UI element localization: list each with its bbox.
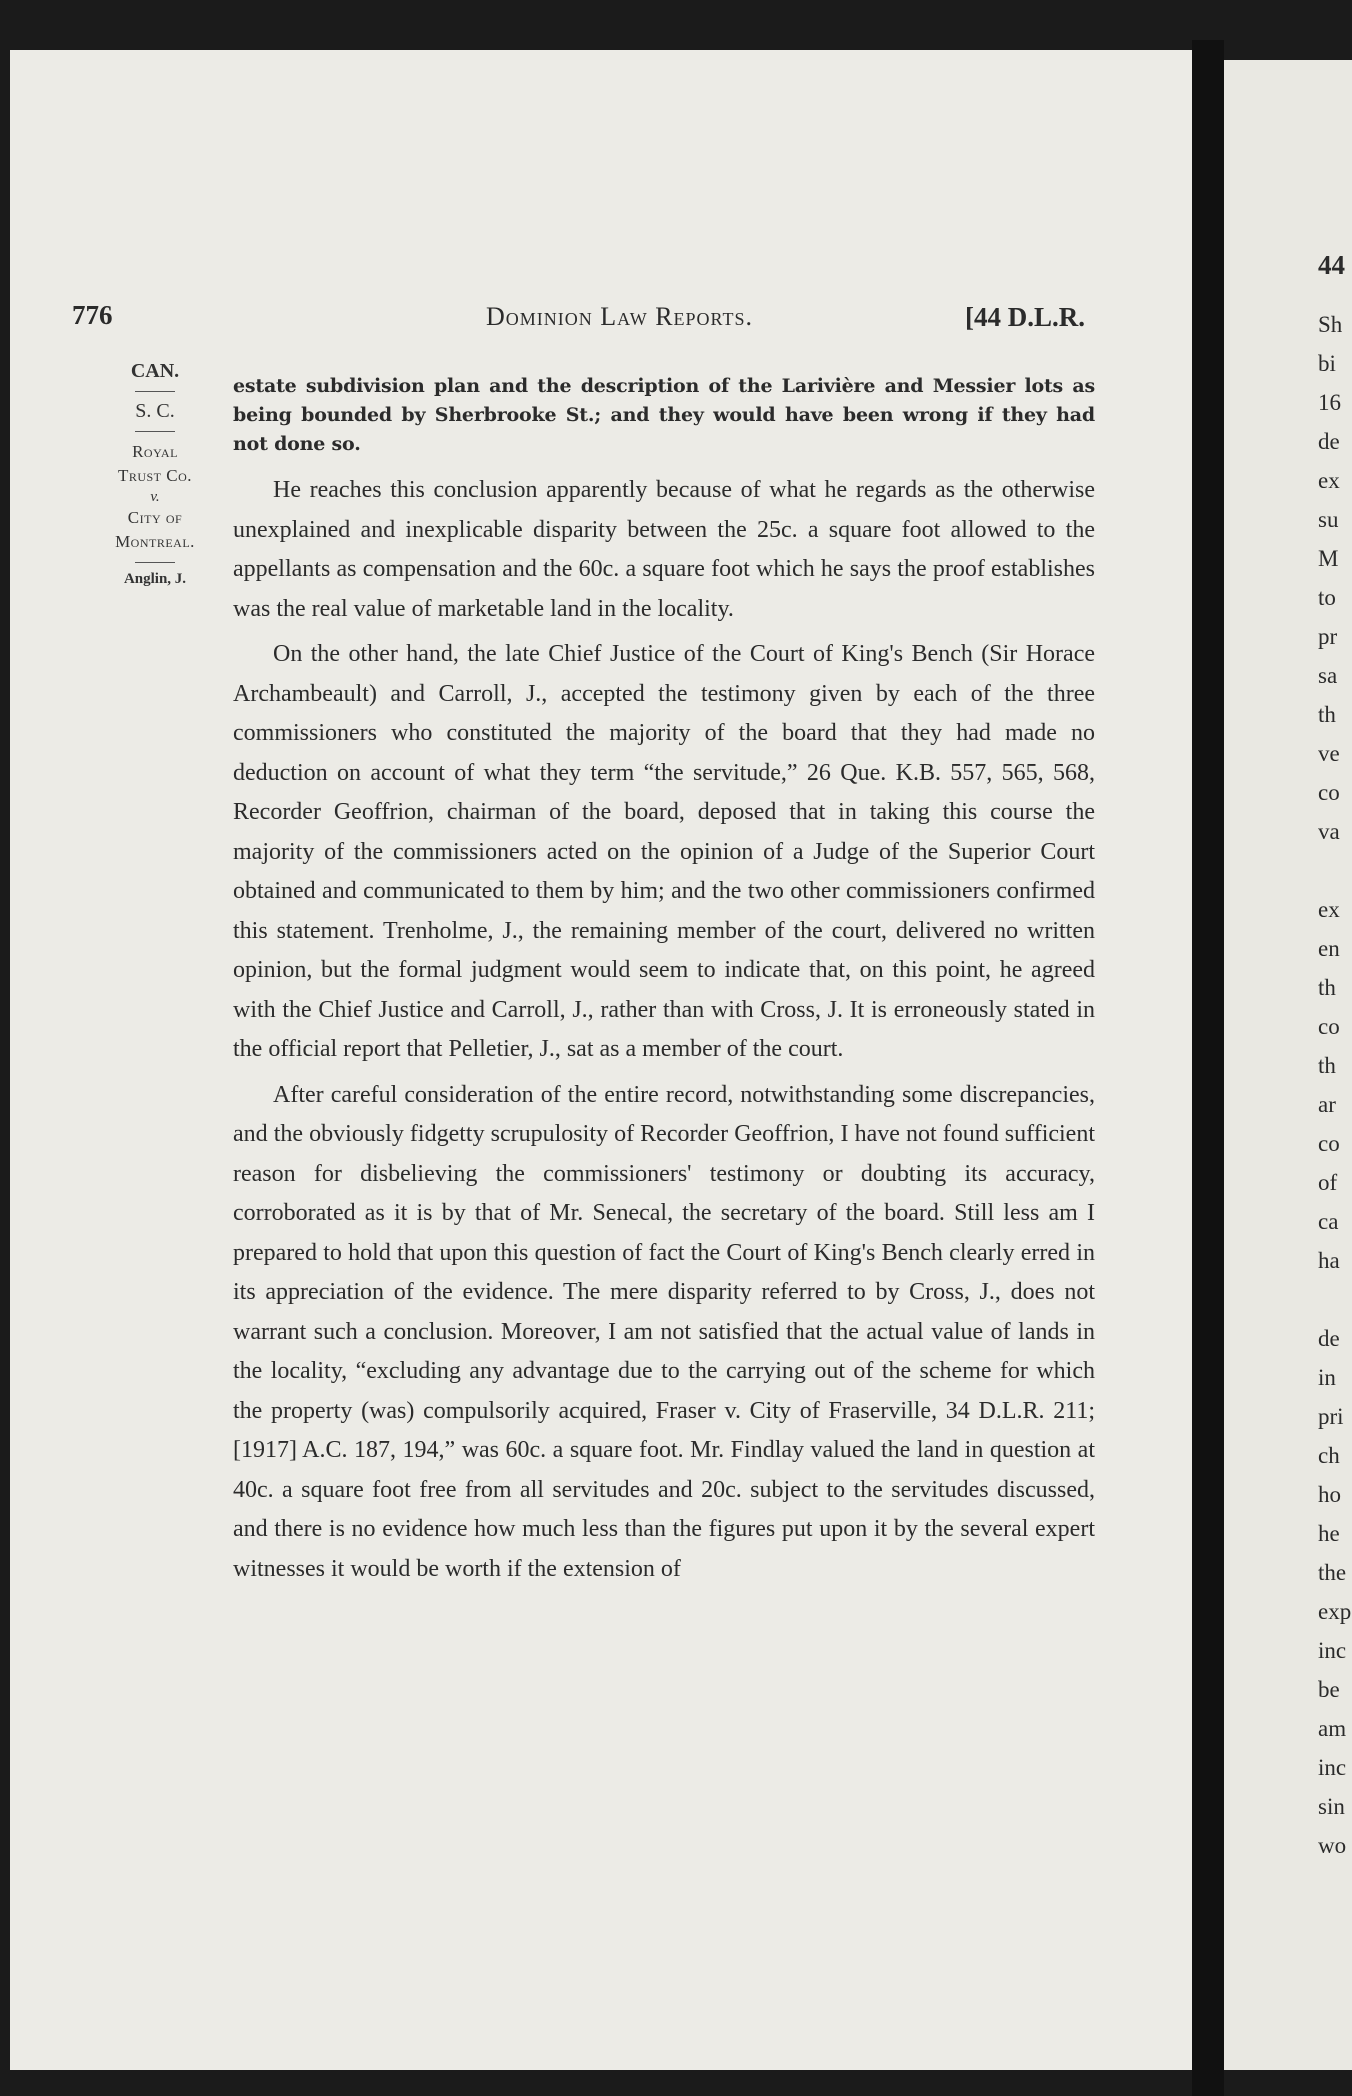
jurisdiction-label: CAN.: [130, 360, 180, 382]
facing-line: exp: [1318, 1599, 1352, 1624]
facing-line: sin: [1318, 1794, 1345, 1819]
facing-line: in: [1318, 1365, 1336, 1390]
judge-label: Anglin, J.: [123, 571, 187, 587]
facing-line: 16: [1318, 390, 1341, 415]
volume-reference: [44 D.L.R.: [965, 302, 1085, 332]
book-page: [10, 50, 1192, 2070]
paragraph-1: He reaches this conclusion apparently because of what he regards as the otherwise unexplained and inexplicable disparity between the 25c. a square foot allowed to the appellants as compensation and the 60c. a square foot which he says the proof establishes was the real value of marketable land in the locality.: [233, 477, 1095, 622]
facing-line: co: [1318, 1131, 1340, 1156]
facing-line: inc: [1318, 1755, 1347, 1780]
facing-line: he: [1318, 1521, 1340, 1546]
facing-line: ve: [1318, 741, 1340, 766]
facing-line: ho: [1318, 1482, 1341, 1507]
party1-line2: Trust Co.: [117, 466, 193, 485]
facing-line: th: [1318, 975, 1336, 1000]
facing-page-number: 44: [1318, 250, 1345, 280]
facing-line: de: [1318, 1326, 1340, 1351]
facing-line: ha: [1318, 1248, 1340, 1273]
court-label: S. C.: [135, 400, 175, 422]
facing-line: en: [1318, 936, 1340, 961]
facing-line: ca: [1318, 1209, 1339, 1234]
facing-line: ar: [1318, 1092, 1336, 1117]
divider: [135, 431, 175, 432]
facing-line: pr: [1318, 624, 1338, 649]
facing-line: va: [1318, 819, 1340, 844]
versus-label: v.: [150, 489, 160, 505]
facing-line: bi: [1318, 351, 1336, 376]
running-title: Dominion Law Reports.: [486, 302, 753, 331]
facing-line: [1318, 1287, 1351, 1326]
facing-line: am: [1318, 1716, 1347, 1741]
facing-page-lines: [1318, 312, 1351, 1872]
facing-line: sa: [1318, 663, 1338, 688]
facing-line: co: [1318, 1014, 1340, 1039]
facing-line: M: [1318, 546, 1339, 571]
facing-line: of: [1318, 1170, 1338, 1195]
facing-line: Sh: [1318, 312, 1343, 337]
main-text: [233, 372, 1095, 1595]
facing-page-edge: [1224, 60, 1352, 2070]
party2-line1: City of: [127, 508, 183, 527]
facing-line: ch: [1318, 1443, 1340, 1468]
facing-line: su: [1318, 507, 1339, 532]
headnote-continuation: estate subdivision plan and the description of the Larivière and Messier lots as being bounded by Sherbrooke St.; and they would have been wrong if they had not done so.: [233, 375, 1095, 455]
facing-line: [1318, 858, 1351, 897]
facing-line: inc: [1318, 1638, 1347, 1663]
facing-line: co: [1318, 780, 1340, 805]
facing-line: th: [1318, 1053, 1336, 1078]
paragraph-3: After careful consideration of the entire record, notwithstanding some discrepancies, and the obviously fidgetty scrupulosity of Recorder Geoffrion, I have not found sufficient reason for disbelieving the commissioners' testimony or doubting its accuracy, corroborated as it is by that of Mr. Senecal, the secretary of the board. Still less am I prepared to hold that upon this question of fact the Court of King's Bench clearly erred in its appreciation of the evidence. The mere disparity referred to by Cross, J., does not warrant such a conclusion. Moreover, I am not satisfied that the actual value of lands in the locality, “excluding any advantage due to the carrying out of the scheme for which the property (was) compulsorily acquired, Fraser v. City of Fraserville, 34 D.L.R. 211; [1917] A.C. 187, 194,” was 60c. a square foot. Mr. Findlay valued the land in question at 40c. a square foot free from all servitudes and 20c. subject to the servitudes discussed, and there is no evidence how much less than the figures put upon it by the several expert witnesses it would be worth if the extension of: [233, 1081, 1095, 1582]
margin-notes: [80, 360, 230, 588]
paragraph-2: On the other hand, the late Chief Justice of the Court of King's Bench (Sir Horace Archambeault) and Carroll, J., accepted the testimony given by each of the three commissioners who constituted the majority of the board that they had made no deduction on account of what they term “the servitude,” 26 Que. K.B. 557, 565, 568, Recorder Geoffrion, chairman of the board, deposed that in taking this course the majority of the commissioners acted on the opinion of a Judge of the Superior Court obtained and communicated to them by him; and the two other commissioners confirmed this statement. Trenholme, J., the remaining member of the court, delivered no written opinion, but the formal judgment would seem to indicate that, on this point, he agreed with the Chief Justice and Carroll, J., rather than with Cross, J. It is erroneously stated in the official report that Pelletier, J., sat as a member of the court.: [233, 641, 1095, 1062]
facing-line: ex: [1318, 468, 1340, 493]
facing-line: pri: [1318, 1404, 1344, 1429]
page-number: 776: [72, 300, 113, 330]
page-header: [10, 300, 1192, 340]
facing-line: be: [1318, 1677, 1340, 1702]
book-gutter: [1192, 40, 1224, 2096]
facing-line: wo: [1318, 1833, 1347, 1858]
facing-line: the: [1318, 1560, 1347, 1585]
divider: [135, 391, 175, 392]
divider: [135, 562, 175, 563]
facing-line: de: [1318, 429, 1340, 454]
party1-line1: Royal: [132, 442, 178, 461]
facing-line: to: [1318, 585, 1336, 610]
facing-line: ex: [1318, 897, 1340, 922]
facing-line: th: [1318, 702, 1336, 727]
party2-line2: Montreal.: [115, 532, 195, 551]
